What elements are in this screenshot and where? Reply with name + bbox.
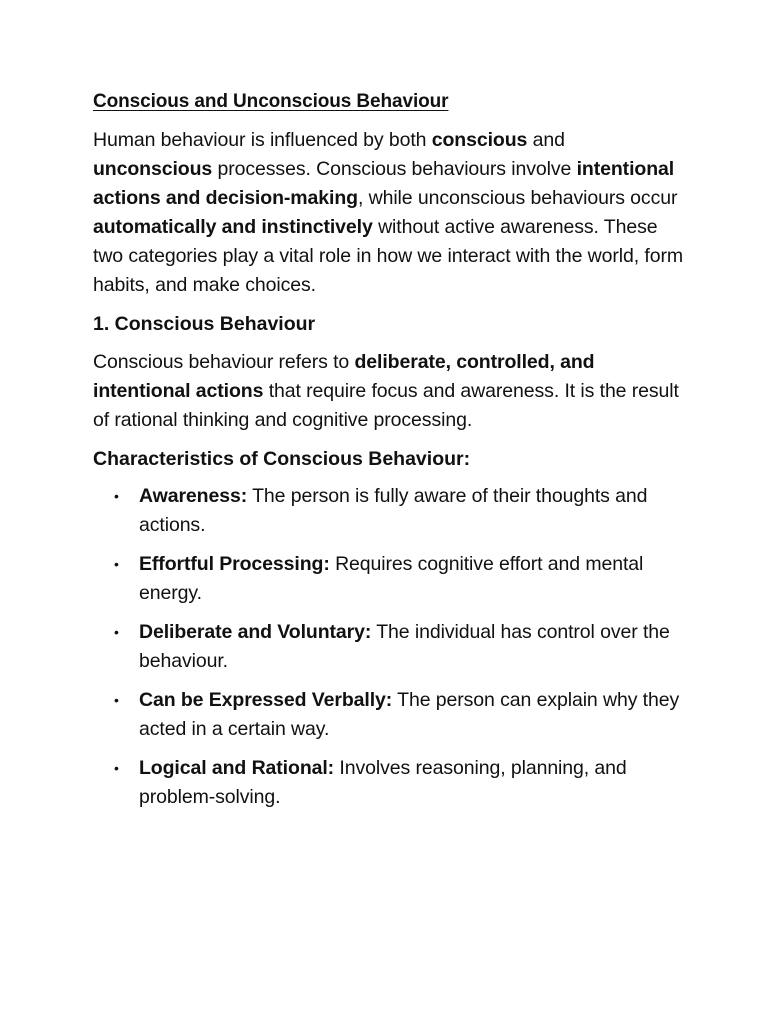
- intro-text-1: Human behaviour is influenced by both: [93, 129, 432, 151]
- section1-text-1: Conscious behaviour refers to: [93, 351, 355, 373]
- list-item-term: Can be Expressed Verbally:: [139, 689, 393, 711]
- section1-text-2: that require focus and awareness. It is the result of rational thinking and cognitive processing.: [93, 380, 679, 431]
- section1-paragraph: [93, 348, 688, 435]
- list-item-description: Involves reasoning, planning, and problem-solving.: [139, 757, 627, 808]
- bullet-icon: •: [114, 556, 119, 572]
- list-item-description: The person can explain why they acted in a certain way.: [139, 689, 680, 740]
- intro-bold-intentional: intentional actions and decision-making: [93, 158, 675, 209]
- list-item: [114, 550, 688, 608]
- section-heading-conscious: 1. Conscious Behaviour: [93, 313, 316, 335]
- list-item-term: Effortful Processing:: [139, 553, 330, 575]
- list-item-term: Deliberate and Voluntary:: [139, 621, 372, 643]
- intro-bold-conscious: conscious: [431, 129, 528, 151]
- intro-text-4: , while unconscious behaviours occur: [357, 187, 678, 209]
- list-item: [114, 754, 688, 812]
- bullet-icon: •: [114, 692, 119, 708]
- intro-text-5: without active awareness. These two categories play a vital role in how we interact with the world, form habits, and make choices.: [93, 216, 683, 296]
- intro-paragraph: [93, 126, 688, 300]
- characteristics-heading: Characteristics of Conscious Behaviour:: [93, 448, 471, 470]
- intro-bold-unconscious: unconscious: [93, 158, 213, 180]
- list-item-term: Logical and Rational:: [139, 757, 335, 779]
- list-item: [114, 482, 688, 540]
- document-title: Conscious and Unconscious Behaviour: [93, 91, 449, 112]
- bullet-icon: •: [114, 488, 119, 504]
- intro-text-2: and: [527, 129, 565, 151]
- list-item: [114, 686, 688, 744]
- list-item-description: Requires cognitive effort and mental energy.: [139, 553, 644, 604]
- intro-bold-automatic: automatically and instinctively: [93, 216, 373, 238]
- list-item-description: The individual has control over the behaviour.: [139, 621, 670, 672]
- bullet-icon: •: [114, 624, 119, 640]
- section1-bold: deliberate, controlled, and intentional actions: [93, 351, 595, 402]
- list-item: [114, 618, 688, 676]
- characteristics-list: [93, 482, 688, 812]
- bullet-icon: •: [114, 760, 119, 776]
- list-item-description: The person is fully aware of their thoughts and actions.: [139, 485, 648, 536]
- list-item-term: Awareness:: [139, 485, 248, 507]
- intro-text-3: processes. Conscious behaviours involve: [212, 158, 577, 180]
